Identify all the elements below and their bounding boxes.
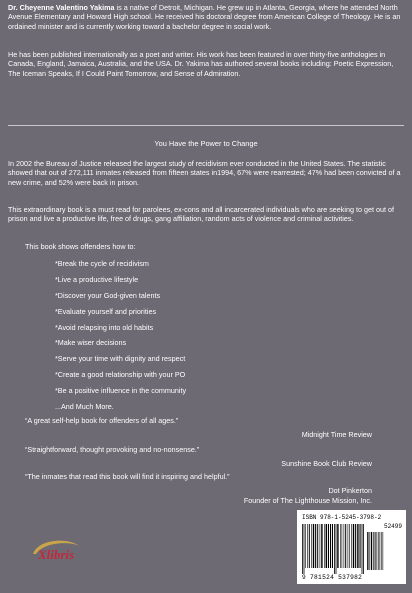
barcode-bar — [353, 524, 354, 568]
isbn-label: ISBN 978-1-5245-3798-2 — [302, 514, 382, 521]
barcode-bar — [334, 524, 335, 574]
list-item: *Avoid relapsing into old habits — [55, 322, 154, 332]
benefit-list — [55, 256, 186, 415]
author-bio-paragraph-1 — [8, 3, 404, 31]
barcode-bar — [345, 524, 346, 568]
recidivism-paragraph: In 2002 the Bureau of Justice released the largest study of recidivism ever conducted in the United States. The statistic showed that out of 272,111 inmates released from fifteen states in1994, 67% were rearrested; 47% had been convicted of a new crime, and 52% were back in prison. — [8, 159, 401, 187]
barcode-bar — [315, 524, 316, 568]
section-heading: You Have the Power to Change — [154, 139, 258, 148]
barcode — [301, 524, 402, 574]
barcode-panel — [297, 510, 406, 584]
barcode-bar — [336, 524, 337, 574]
barcode-bar — [363, 524, 364, 574]
list-item: *Break the cycle of recidivism — [55, 259, 149, 268]
barcode-bar — [326, 524, 327, 568]
review-quote: “A great self-help book for offenders of all ages.” — [25, 416, 179, 425]
barcode-bar — [328, 524, 329, 568]
barcode-bar — [340, 524, 341, 568]
review-source: Dot Pinkerton — [328, 486, 372, 495]
barcode-bar — [304, 524, 305, 574]
barcode-bar — [344, 524, 345, 568]
barcode-bar — [377, 532, 378, 570]
barcode-bar — [305, 524, 306, 568]
audience-paragraph: This extraordinary book is a must read for parolees, ex-cons and all incarcerated individuals who are seeking to get out of prison and live a productive life, free of drugs, gang affiliation, random acts of violence and criminal activities. — [8, 205, 394, 224]
barcode-bar — [349, 524, 350, 568]
barcode-bar — [371, 532, 372, 570]
author-bio-paragraph-2: He has been published internationally as a poet and writer. His work has been featured in over thirty-five anthologies in Canada, England, Jamaica, Australia, and the USA. Dr. Yakima has authored several books including: Poetic Expression, The Iceman Speaks, If I Could Paint Tomorrow, and Sense of Admiration. — [8, 50, 394, 78]
review-quote: “Straightforward, thought provoking and no-nonsense.” — [25, 445, 200, 454]
barcode-bar — [383, 532, 384, 570]
barcode-bar — [332, 524, 333, 568]
list-item: ...And Much More. — [55, 402, 114, 412]
barcode-bar — [362, 524, 363, 574]
author-name: Dr. Cheyenne Valentino Yakima — [8, 3, 115, 12]
barcode-bar — [357, 524, 358, 568]
list-item: *Live a productive lifestyle — [55, 274, 139, 284]
barcode-bar — [370, 532, 371, 570]
barcode-bar — [320, 524, 321, 568]
barcode-bar — [380, 532, 381, 570]
price-code: 52499 — [383, 523, 402, 530]
barcode-bar — [348, 524, 349, 568]
barcode-bar — [367, 532, 368, 570]
barcode-bar — [309, 524, 310, 568]
barcode-bar — [381, 532, 382, 570]
xlibris-logo — [30, 537, 82, 567]
barcode-bar — [321, 524, 322, 568]
review-source: Sunshine Book Club Review — [281, 459, 372, 468]
section-divider — [8, 125, 404, 126]
list-intro: This book shows offenders how to: — [25, 242, 136, 251]
barcode-bar — [317, 524, 318, 568]
ean-digits: 9 781524 537982 — [302, 574, 363, 581]
barcode-bar — [351, 524, 352, 568]
review-source: Midnight Time Review — [301, 430, 372, 439]
barcode-bar — [324, 524, 325, 568]
barcode-bar — [311, 524, 312, 568]
barcode-bar — [355, 524, 356, 568]
barcode-bar — [313, 524, 314, 568]
barcode-bar — [330, 524, 331, 568]
barcode-bar — [375, 532, 376, 570]
barcode-bar — [342, 524, 343, 568]
list-item: *Serve your time with dignity and respect — [55, 354, 186, 364]
barcode-bar — [378, 532, 379, 570]
list-item: *Make wiser decisions — [55, 338, 127, 348]
list-item: *Be a positive influence in the community — [55, 386, 187, 396]
list-item: *Evaluate yourself and priorities — [55, 306, 157, 316]
barcode-bar — [373, 532, 374, 570]
review-source-affiliation: Founder of The Lighthouse Mission, Inc. — [243, 496, 372, 505]
list-item: *Discover your God-given talents — [55, 290, 161, 300]
barcode-bar — [337, 524, 338, 568]
list-item: *Create a good relationship with your PO — [55, 370, 186, 380]
logo-wordmark: Xlibris — [37, 547, 75, 562]
author-bio-text: is a native of Detroit, Michigan. He grew up in Atlanta, Georgia, where he attended North Avenue Elementary and Howard High school. He received his doctoral degree from American College of Theology. He is an ordained minister and is currently working toward a bachelor degree in social work. — [8, 3, 401, 31]
barcode-bar — [360, 524, 361, 568]
barcode-bar — [302, 524, 303, 574]
review-quote: “The inmates that read this book will find it inspiring and helpful.” — [25, 472, 230, 481]
barcode-bar — [307, 524, 308, 568]
